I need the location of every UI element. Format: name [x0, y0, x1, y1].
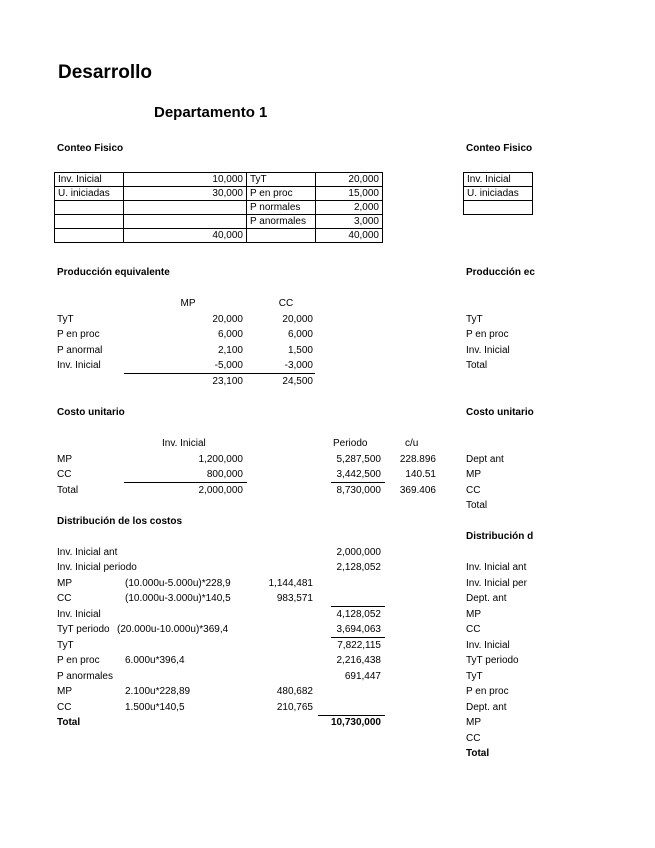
right-dist-total: Total: [466, 748, 490, 759]
dist-row-label: CC: [57, 702, 72, 713]
costo-row-periodo: 5,287,500: [336, 454, 381, 465]
right-dist-row: CC: [466, 733, 481, 744]
right-prod-row: P en proc: [466, 329, 509, 340]
prod-col-mp: MP: [180, 298, 196, 309]
dist-row-value: 691,447: [344, 671, 381, 682]
conteo-table: [54, 172, 383, 243]
table-cell: 3,000: [316, 215, 383, 229]
table-cell: 30,000: [124, 187, 247, 201]
right-dist-row: Dept. ant: [466, 702, 507, 713]
right-dist-row: Inv. Inicial per: [466, 578, 527, 589]
dist-row-formula: (10.000u-3.000u)*140,5: [125, 593, 231, 604]
dist-row-formula: 2.100u*228,89: [125, 686, 191, 697]
costo-row-cu: 140.51: [405, 469, 436, 480]
dist-row-label: MP: [57, 578, 72, 589]
costo-col-cu: c/u: [405, 438, 419, 449]
dist-total-label: Total: [57, 717, 81, 728]
dist-row-label: Inv. Inicial: [57, 609, 101, 620]
costo-row-label: CC: [57, 469, 72, 480]
costo-row-periodo: 8,730,000: [336, 485, 381, 496]
table-row: [55, 201, 383, 215]
dist-row-label: Inv. Inicial ant: [57, 547, 118, 558]
right-prod-heading: Producción ec: [466, 267, 535, 278]
prod-row-cc: 6,000: [287, 329, 313, 340]
dist-row-value: 4,128,052: [336, 609, 381, 620]
prod-row-mp: 2,100: [217, 345, 243, 356]
right-dist-row: Inv. Inicial: [466, 640, 510, 651]
dist-row-label: P anormales: [57, 671, 113, 682]
table-row: [55, 187, 383, 201]
total-rule: [331, 606, 385, 607]
total-rule: [331, 482, 385, 483]
table-cell: U. iniciadas: [464, 187, 533, 201]
right-dist-row: MP: [466, 609, 481, 620]
right-dist-row: TyT periodo: [466, 655, 519, 666]
right-dist-row: TyT: [466, 671, 483, 682]
right-conteo-table: [463, 172, 533, 215]
prod-row-cc: 20,000: [282, 314, 313, 325]
right-costo-heading: Costo unitario: [466, 407, 534, 418]
prod-row-label: Inv. Inicial: [57, 360, 101, 371]
right-dist-row: Dept. ant: [466, 593, 507, 604]
right-costo-row: MP: [466, 469, 481, 480]
table-cell: [464, 201, 533, 215]
costo-col-inv: Inv. Inicial: [162, 438, 206, 449]
table-cell: Inv. Inicial: [55, 173, 124, 187]
table-row: [55, 173, 383, 187]
costo-heading: Costo unitario: [57, 407, 125, 418]
dist-row-label: CC: [57, 593, 72, 604]
table-cell: 20,000: [316, 173, 383, 187]
table-cell: [247, 229, 316, 243]
table-cell: [124, 215, 247, 229]
table-cell: 2,000: [316, 201, 383, 215]
dist-row-formula: (20.000u-10.000u)*369,4: [117, 624, 229, 635]
prod-row-label: P en proc: [57, 329, 100, 340]
dist-row-value: 3,694,063: [336, 624, 381, 635]
right-prod-row: TyT: [466, 314, 483, 325]
total-rule: [318, 715, 385, 716]
table-cell: Inv. Inicial: [464, 173, 533, 187]
dist-row-label: TyT: [57, 640, 74, 651]
costo-row-inv: 1,200,000: [198, 454, 243, 465]
dist-row-partial: 210,765: [276, 702, 313, 713]
right-dist-row: Inv. Inicial ant: [466, 562, 527, 573]
prod-row-label: TyT: [57, 314, 74, 325]
costo-row-cu: 228.896: [399, 454, 436, 465]
table-cell: 10,000: [124, 173, 247, 187]
conteo-heading: Conteo Fisico: [57, 143, 124, 154]
table-row: [55, 215, 383, 229]
dist-row-partial: 480,682: [276, 686, 313, 697]
prod-row-mp: -5,000: [214, 360, 243, 371]
table-cell: U. iniciadas: [55, 187, 124, 201]
dist-heading: Distribución de los costos: [57, 516, 183, 527]
table-row: [464, 173, 533, 187]
right-conteo-heading: Conteo Fisico: [466, 143, 533, 154]
table-cell: TyT: [247, 173, 316, 187]
prod-col-cc: CC: [278, 298, 294, 309]
costo-row-label: Total: [57, 485, 79, 496]
prod-total-cc: 24,500: [282, 376, 313, 387]
dist-row-value: 7,822,115: [337, 640, 381, 651]
right-costo-row: Dept ant: [466, 454, 504, 465]
prod-row-mp: 6,000: [217, 329, 243, 340]
department-title: Departamento 1: [154, 104, 268, 121]
page-title: Desarrollo: [58, 62, 152, 83]
dist-row-label: Inv. Inicial periodo: [57, 562, 137, 573]
costo-row-cu: 369.406: [399, 485, 436, 496]
dist-row-value: 2,128,052: [336, 562, 381, 573]
right-dist-row: CC: [466, 624, 481, 635]
right-costo-row: Total: [466, 500, 488, 511]
right-dist-row: P en proc: [466, 686, 509, 697]
table-row: [464, 201, 533, 215]
dist-row-value: 2,000,000: [336, 547, 381, 558]
table-cell: P en proc: [247, 187, 316, 201]
dist-row-partial: 1,144,481: [268, 578, 313, 589]
table-cell: 15,000: [316, 187, 383, 201]
right-dist-heading: Distribución d: [466, 531, 534, 542]
prod-row-cc: -3,000: [284, 360, 313, 371]
table-row: [464, 187, 533, 201]
table-cell: [124, 201, 247, 215]
costo-row-inv: 2,000,000: [198, 485, 243, 496]
dist-row-partial: 983,571: [276, 593, 313, 604]
right-prod-row: Total: [466, 360, 488, 371]
table-cell: P normales: [247, 201, 316, 215]
table-cell: [55, 201, 124, 215]
prod-heading: Producción equivalente: [57, 267, 170, 278]
dist-row-label: TyT periodo: [57, 624, 110, 635]
dist-row-label: P en proc: [57, 655, 100, 666]
costo-col-periodo: Periodo: [333, 438, 368, 449]
dist-row-value: 2,216,438: [336, 655, 381, 666]
dist-row-formula: (10.000u-5.000u)*228,9: [125, 578, 231, 589]
right-dist-row: MP: [466, 717, 481, 728]
prod-row-mp: 20,000: [212, 314, 243, 325]
costo-row-inv: 800,000: [206, 469, 243, 480]
prod-row-label: P anormal: [57, 345, 103, 356]
total-rule: [124, 373, 315, 374]
dist-row-label: MP: [57, 686, 72, 697]
costo-row-periodo: 3,442,500: [336, 469, 381, 480]
total-rule: [124, 482, 247, 483]
prod-total-mp: 23,100: [212, 376, 243, 387]
dist-row-formula: 6.000u*396,4: [125, 655, 185, 666]
table-cell: [55, 215, 124, 229]
table-cell: P anormales: [247, 215, 316, 229]
table-cell: 40,000: [316, 229, 383, 243]
right-costo-row: CC: [466, 485, 481, 496]
dist-row-formula: 1.500u*140,5: [125, 702, 185, 713]
right-prod-row: Inv. Inicial: [466, 345, 510, 356]
total-rule: [331, 637, 385, 638]
table-cell: [55, 229, 124, 243]
dist-total-value: 10,730,000: [330, 717, 381, 728]
costo-row-label: MP: [57, 454, 72, 465]
prod-row-cc: 1,500: [287, 345, 313, 356]
table-cell: 40,000: [124, 229, 247, 243]
table-row: [55, 229, 383, 243]
